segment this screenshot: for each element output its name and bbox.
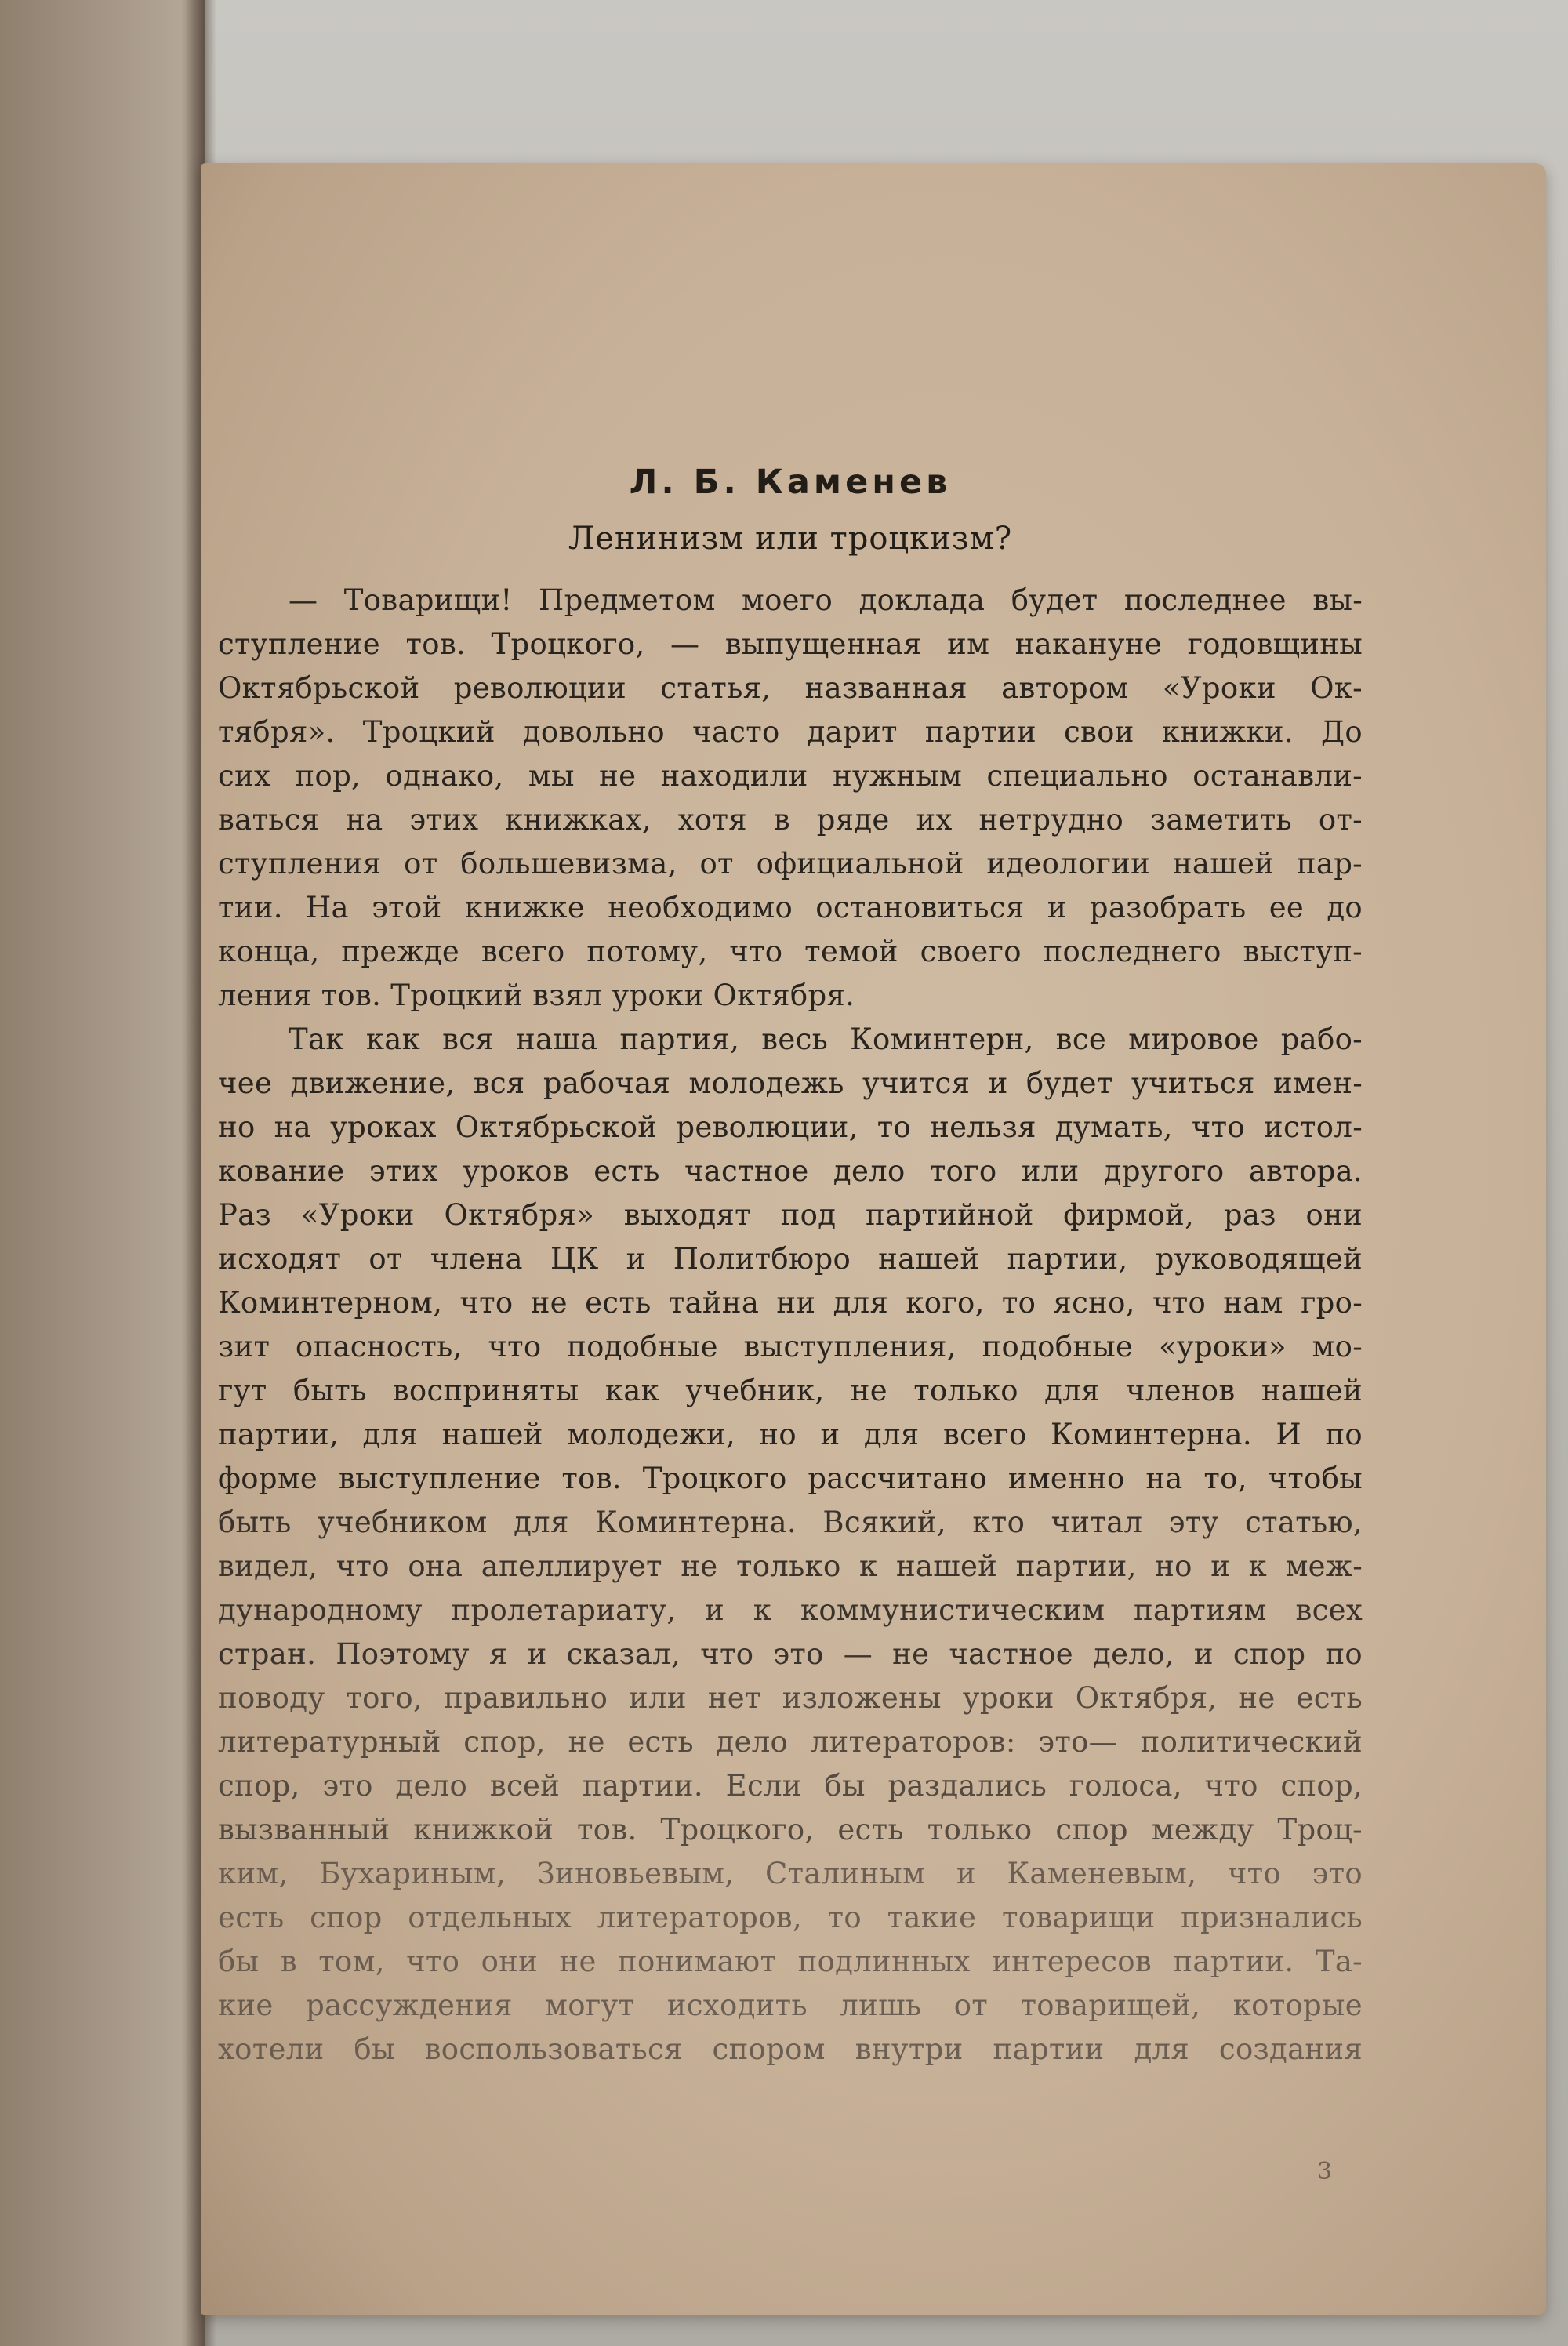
text-line: — Товарищи! Предметом моего доклада будет последнее вы-	[289, 583, 1363, 617]
left-page-edge	[0, 0, 205, 2346]
page-text	[218, 463, 1363, 2072]
text-line: конца, прежде всего потому, что темой своего последнего выступ-	[218, 935, 1363, 968]
text-line: но на уроках Октябрьской революции, то нельзя думать, что истол-	[218, 1110, 1363, 1144]
text-line: Раз «Уроки Октября» выходят под партийной фирмой, раз они	[218, 1198, 1363, 1232]
text-line: есть спор отдельных литераторов, то такие товарищи признались	[218, 1901, 1363, 1934]
text-line: быть учебником для Коминтерна. Всякий, кто читал эту статью,	[218, 1505, 1363, 1539]
text-line: форме выступление тов. Троцкого рассчитано именно на то, чтобы	[218, 1462, 1363, 1495]
text-line: ким, Бухариным, Зиновьевым, Сталиным и Каменевым, что это	[218, 1857, 1363, 1890]
text-line: ваться на этих книжках, хотя в ряде их нетрудно заметить от-	[218, 803, 1363, 837]
text-line: тября». Троцкий довольно часто дарит партии свои книжки. До	[218, 715, 1363, 749]
text-line: литературный спор, не есть дело литераторов: это— политический	[218, 1725, 1363, 1759]
text-line: вызванный книжкой тов. Троцкого, есть только спор между Троц-	[218, 1813, 1363, 1847]
text-line: бы в том, что они не понимают подлинных интересов партии. Та-	[218, 1945, 1363, 1978]
text-line: спор, это дело всей партии. Если бы раздались голоса, что спор,	[218, 1769, 1363, 1803]
article-title: Ленинизм или троцкизм?	[568, 521, 1013, 557]
text-line: партии, для нашей молодежи, но и для всего Коминтерна. И по	[218, 1418, 1363, 1451]
text-line: исходят от члена ЦК и Политбюро нашей партии, руководящей	[218, 1242, 1363, 1276]
page-number: 3	[1317, 2158, 1333, 2185]
text-line: Октябрьской революции статья, названная автором «Уроки Ок-	[218, 671, 1363, 705]
text-line: видел, что она апеллирует не только к нашей партии, но и к меж-	[218, 1549, 1363, 1583]
text-line: хотели бы воспользоваться спором внутри партии для создания	[218, 2032, 1363, 2066]
text-line: дународному пролетариату, и к коммунистическим партиям всех	[218, 1593, 1363, 1627]
text-line: гут быть восприняты как учебник, не только для членов нашей	[218, 1374, 1363, 1407]
body-text	[218, 579, 1363, 2072]
text-line: кие рассуждения могут исходить лишь от товарищей, которые	[218, 1988, 1363, 2022]
text-line: чее движение, вся рабочая молодежь учится и будет учиться имен-	[218, 1066, 1363, 1100]
text-line: кование этих уроков есть частное дело того или другого автора.	[218, 1154, 1363, 1188]
text-line: Так как вся наша партия, весь Коминтерн, все мировое рабо-	[289, 1022, 1363, 1056]
text-line: ступление тов. Троцкого, — выпущенная им накануне годовщины	[218, 627, 1363, 661]
text-line: ступления от большевизма, от официальной идеологии нашей пар-	[218, 847, 1363, 881]
author-heading: Л. Б. Каменев	[629, 463, 952, 502]
text-line: сих пор, однако, мы не находили нужным специально останавли-	[218, 759, 1363, 793]
text-line: тии. На этой книжке необходимо остановиться и разобрать ее до	[218, 891, 1363, 924]
text-line: Коминтерном, что не есть тайна ни для кого, то ясно, что нам гро-	[218, 1286, 1363, 1320]
text-line: зит опасность, что подобные выступления, подобные «уроки» мо-	[218, 1330, 1363, 1364]
text-line: поводу того, правильно или нет изложены уроки Октября, не есть	[218, 1681, 1363, 1715]
text-line: стран. Поэтому я и сказал, что это — не частное дело, и спор по	[218, 1637, 1363, 1671]
text-line: ления тов. Троцкий взял уроки Октября.	[218, 979, 855, 1012]
